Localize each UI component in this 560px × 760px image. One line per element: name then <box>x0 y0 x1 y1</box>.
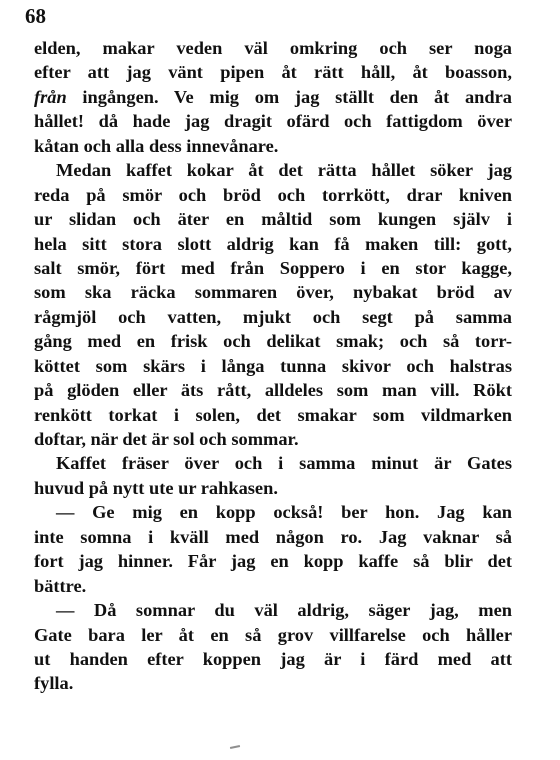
text-line: hela sitt stora slott aldrig kan få maken till: gott, <box>34 233 512 254</box>
text-line: på glöden eller äts rått, alldeles som man vill. Rökt <box>34 380 512 401</box>
text-line: köttet som skärs i långa tunna skivor och halstras <box>34 355 512 376</box>
text-line: som ska räcka sommaren över, nybakat bröd av <box>34 282 512 303</box>
text-line: bättre. <box>34 575 87 596</box>
text-line: — Ge mig en kopp också! ber hon. Jag kan <box>56 502 512 523</box>
body-text <box>34 36 512 696</box>
text-line: salt smör, fört med från Soppero i en stor kagge, <box>34 257 512 278</box>
text-line-rest: ingången. Ve mig om jag ställt den åt andra <box>82 86 512 107</box>
text-line: gång med en frisk och delikat smak; och så torr- <box>34 331 512 352</box>
print-mark <box>230 745 240 749</box>
text-line: ur slidan och äter en måltid som kungen själv i <box>34 209 512 230</box>
text-line: efter att jag vänt pipen åt rätt håll, åt boasson, <box>34 62 512 83</box>
text-line: doftar, när det är sol och sommar. <box>34 429 299 449</box>
text-line: ut handen efter koppen jag är i färd med att <box>34 648 512 669</box>
text-line: rågmjöl och vatten, mjukt och segt på samma <box>34 306 512 327</box>
text-line: elden, makar veden väl omkring och ser noga <box>34 38 512 58</box>
text-line: inte somna i kväll med någon ro. Jag vaknar så <box>34 526 512 547</box>
text-line: reda på smör och bröd och torrkött, drar kniven <box>34 184 512 205</box>
text-line: Kaffet fräser över och i samma minut är Gates <box>56 453 512 474</box>
text-line: fylla. <box>34 673 74 694</box>
text-line: — Då somnar du väl aldrig, säger jag, men <box>56 600 512 621</box>
page-number: 68 <box>25 4 46 28</box>
text-line: kåtan och alla dess innevånare. <box>34 135 279 156</box>
text-line <box>34 85 512 109</box>
text-line: hållet! då hade jag dragit ofärd och fattigdom över <box>34 111 512 132</box>
text-line: huvud på nytt ute ur rahkasen. <box>34 477 278 498</box>
text-line: fort jag hinner. Får jag en kopp kaffe så blir det <box>34 551 512 572</box>
text-line: Medan kaffet kokar åt det rätta hållet söker jag <box>56 160 512 181</box>
italic-word: från <box>34 86 67 107</box>
text-line: Gate bara ler åt en så grov villfarelse och håller <box>34 624 512 645</box>
text-line: renkött torkat i solen, det smakar som vildmarken <box>34 404 512 425</box>
